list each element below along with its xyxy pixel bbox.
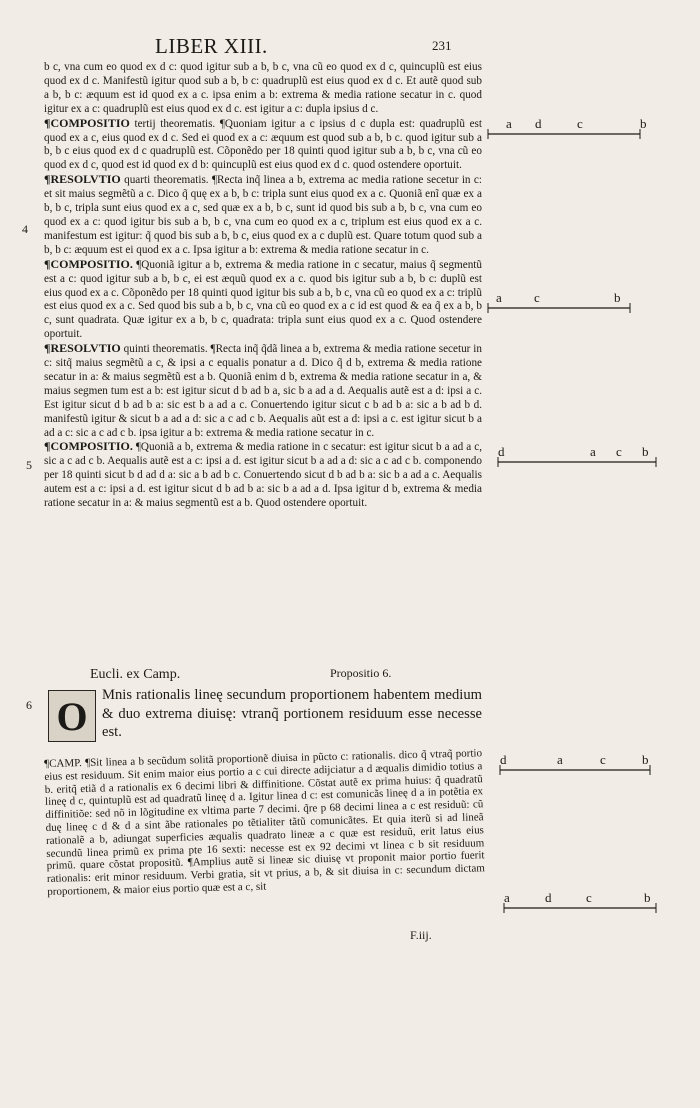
diagram-5-label-d: d: [545, 890, 552, 905]
section-marker: ¶RESOLVTIO: [44, 341, 121, 356]
section-marker: ¶RESOLVTIO: [44, 172, 121, 187]
diagram-5-label-b: b: [644, 890, 651, 905]
section-marker: ¶COMPOSITIO.: [44, 256, 133, 271]
diagram-4-label-c: c: [600, 752, 606, 767]
diagram-3-label-a: a: [590, 444, 596, 459]
diagram-3: [498, 444, 656, 467]
diagram-5-label-a: a: [504, 890, 510, 905]
diagram-3-label-d: d: [498, 444, 505, 459]
diagram-1-label-c: c: [577, 116, 583, 131]
margin-number-5: 5: [26, 458, 32, 472]
diagram-4-label-d: d: [500, 752, 507, 767]
section-marker: ¶COMPOSITIO.: [44, 439, 133, 454]
margin-number-4: 4: [22, 222, 28, 236]
folio-number: 231: [432, 38, 452, 53]
diagram-4: [500, 752, 650, 775]
diagram-1: [488, 116, 647, 139]
decorated-initial: O: [48, 690, 96, 742]
diagram-4-label-b: b: [642, 752, 649, 767]
diagram-3-label-b: b: [642, 444, 649, 459]
running-head: LIBER XIII.: [155, 34, 268, 58]
diagram-3-label-c: c: [616, 444, 622, 459]
paragraph-text: ¶Quoniã igitur a b, extrema & media ratione in c secatur, maius q̃ segmentũ est a c: quod igitur sub a b, b c, ei est æquũ quod ex a c. quod bis igitur sub a b, b c: duplũ est eius quod ex a c. Cõponẽdo per 18 quinti quod igitur bis sub a b, b c, vna cũ eo quod ex a c: triplũ est eius quod ex a c. Sed quod bis sub a b, b c, vna cũ eo quod ex a c id est quod & ea q̃ ex a b, b c, sunt quadrata. Quæ igitur ex a b, b c, quadrata: tripla sunt eius quod ex a c. Quod ostendere oportuit.: [44, 258, 482, 341]
diagram-2: [488, 290, 630, 313]
diagram-4-label-a: a: [557, 752, 563, 767]
sub-heading: Eucli. ex Camp.: [90, 667, 181, 682]
proposition-label: Propositio 6.: [330, 666, 392, 680]
diagram-2-label-a: a: [496, 290, 502, 305]
diagram-5-label-c: c: [586, 890, 592, 905]
paragraph-text: b c, vna cum eo quod ex d c: quod igitur sub a b, b c, vna cũ eo quod ex d c, quincuplũ est eius quod ex d c. Manifestũ igitur quod sub a b, b c: quadruplũ est eius quod ex d c. Et autẽ quod sub a b, b c: æquum est id quod ex a c. ipsa enim a b: extrema & media ratione secatur in c. quod igitur ex a c: quadruplũ est eius quod ex d c. est igitur a c: dupla ipsius d c.: [44, 61, 482, 115]
diagram-1-label-d: d: [535, 116, 542, 131]
diagram-1-label-a: a: [506, 116, 512, 131]
paragraph-text: tertij theorematis. ¶Quoniam igitur a c ipsius d c dupla est: quadruplũ est quod ex a c, eius quod ex d c. Sed ei quod ex a c: æquum est quod sub a b, b c. quod igitur sub a b, b c eius quod ex d c quadruplũ est. Cõponẽdo per 18 quinti quod igitur sub a b, b c, vna cũ eo quod ex d c, quod est id quod ex d b: quincuplũ est eius quod ex d c. quod ostendere oportuit.: [44, 117, 482, 172]
diagram-1-label-b: b: [640, 116, 647, 131]
diagram-2-label-b: b: [614, 290, 621, 305]
diagram-2-label-c: c: [534, 290, 540, 305]
enunciation-text: Mnis rationalis lineę secundum proportionem habentem medium & duo extrema diuisę: vtranq̃ portionem residuum esse necesse est.: [102, 687, 482, 740]
paragraph-text: quinti theorematis. ¶Recta inq̃ q̃dã linea a b, extrema & media ratione secetur in c: sitq̃ maius segmẽtũ a c, & ipsi a c equalis ponatur a d. Dico q̃ d b, extrema & media ratione secatur in a: & maius segmẽtũ est a b. Quoniã enim d b, extrema & media ratione secatur in a, & maius segmen tum est a b: est igitur sicut d b ad b a, sic b a ad a d. Aequalis autẽ est a d: ipsi a c. Est igitur sicut d b ad b a: sic est b a ad a c. Conuertendo igitur sicut c b ad b a: sic a b ad b d. manifestũ igitur & sicut b a ad a d: sic a c ad c b. Aequalis aũt est a d: ipsi a c. est igitur sicut b a ad a c: sic a c ad c b. ipsa igitur a b: extrema & media ratione secatur in c.: [44, 343, 482, 439]
paragraph-text: ¶Quoniã a b, extrema & media ratione in c secatur: est igitur sicut b a ad a c, sic a c ad c b. Aequalis autẽ est a c: ipsi a d. est igitur sicut b a ad a d: sic a c ad c b. componendo per 18 quinti sicut b d ad d a: sic a b ad b c. Conuertendo sicut d b ad b a: sic b a ad a c. Aequalis autem est a c: ipsi a d. est igitur sicut d b ad b a: sic b a ad a d. Ipsa igitur d b, extrema & media ratione secatur in a: & maius segmentũ est a b. Quod ostendere oportuit.: [44, 441, 482, 510]
paragraph-text: quarti theorematis. ¶Recta inq̃ linea a b, extrema ac media ratione secetur in c: et sit maius segmẽtũ a c. Dico q̃ quę ex a b, b c: tripla sunt eius quod ex a c. Quoniã enĩ quæ ex a b, b c, tripla sunt eius quod ex a c, sed quæ ex a b, b c, sunt id quod bis sub a b, b c, vna cum eo quod ex a c: quod igitur bis sub a b, b c, vna cum eo quod ex a c, triplum est eius quod ex a c. manifestum est igitur: q̃ quod bis sub a b, b c, eius quod ex a c duplũ est. Quare totum quod sub a b, b c: æquum est ei quod ex a c. Ipsa igitur a b: extrema & media ratione secatur in c.: [44, 174, 482, 256]
signature-mark: F.iij.: [410, 928, 432, 942]
margin-number-6: 6: [26, 698, 32, 712]
diagram-5: [504, 890, 656, 913]
camp-commentary: ¶CAMP. ¶Sit linea a b secũdum solitã proportionẽ diuisa in pũcto c: rationalis. dico q̃ vtraq̃ portio eius est residuum. Sit enim maior eius portio a c cui directe adijciatur a d æqualis dimidio totius a b. eritq̃ etiã d a rationalis ex 6 decimi libri & diffinitione. Cõstat autẽ ex prima huius: q̃ quadratũ lineę d c, quintuplũ est ad quadratũ lineę d a. Igitur linea d c: est comunicãs lineę d a in potẽtia ex diffinitiõe: sed nõ in lõgitudine ex vltima parte 7 decimi. q̃re p 68 decimi linea a c est residuũ: cũ duę lineę c d & d a sint ãbe rationales po tẽtialiter tãtũ comunicãtes. Et quia iterũ si ad lineã rationalẽ a b, adiungat superficies æqualis quadrato lineæ a c quæ est residuũ, erit latus eius secundũ linea primũ ex prima pte 16 sexti: necesse est ex 92 decimi vt linea c b sit residuum primũ. quare cõstat propositũ. ¶Amplius autẽ si lineæ sic diuisę vt proponit maior portio fuerit rationalis: erit minor residuum. Verbi gratia, sit vt prius, a b, & sit diuisa in c: secundum dictam proportionem, & maior eius portio quæ est a c, sit: [44, 747, 485, 898]
section-marker: ¶COMPOSITIO: [44, 115, 130, 130]
